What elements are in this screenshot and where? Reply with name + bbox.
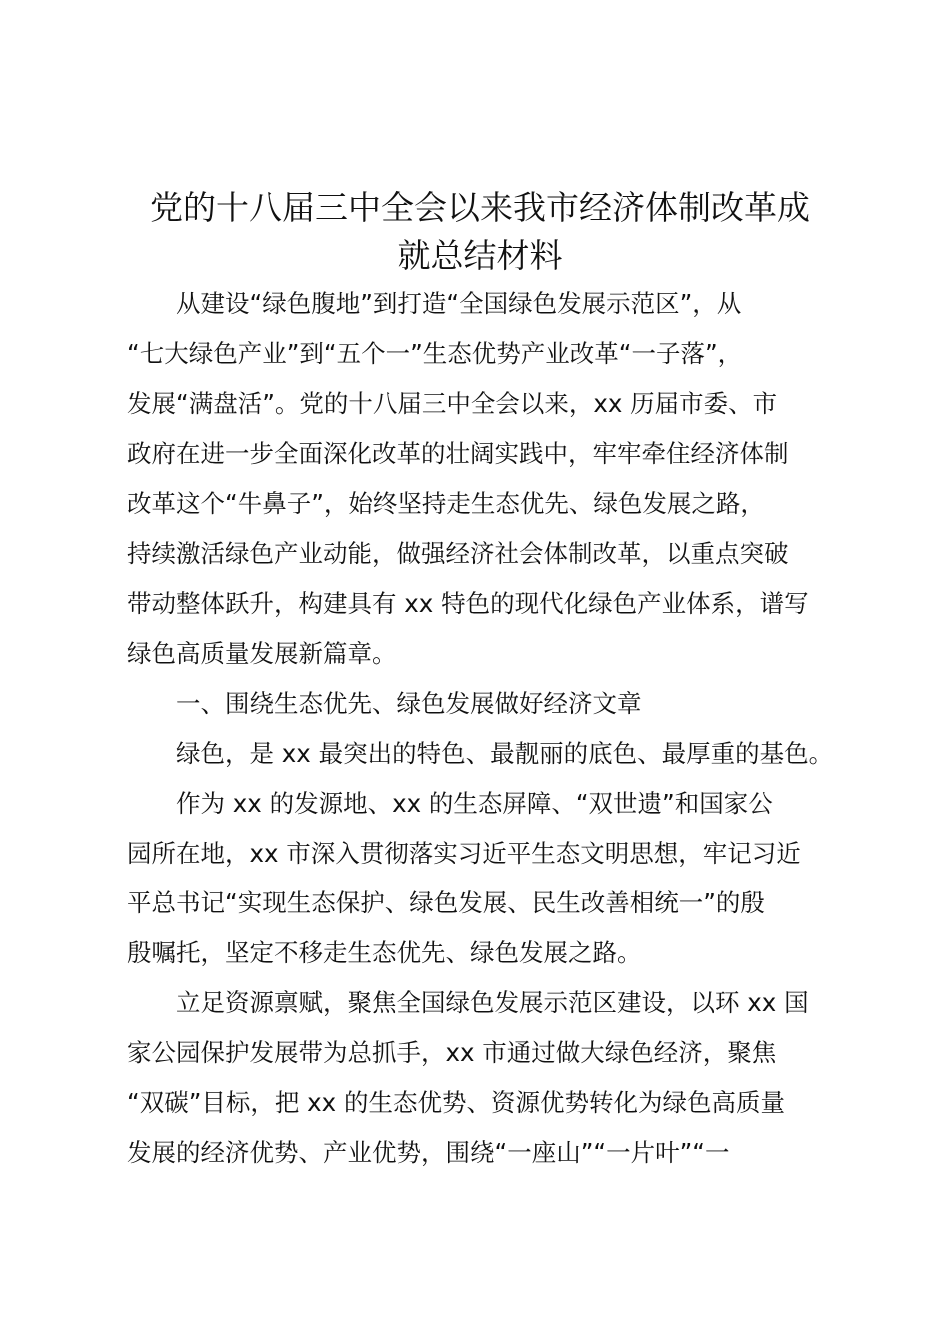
body-line-18: 发展的经济优势、产业优势，围绕“一座山”“一片叶”“一 bbox=[127, 1138, 730, 1167]
document-title-line-1: 党的十八届三中全会以来我市经济体制改革成 bbox=[150, 188, 810, 227]
body-line-5: 改革这个“牛鼻子”，始终坚持走生态优先、绿色发展之路， bbox=[127, 489, 765, 518]
body-line-3: 发展“满盘活”。党的十八届三中全会以来，xx 历届市委、市 bbox=[127, 389, 778, 418]
body-line-6: 持续激活绿色产业动能，做强经济社会体制改革，以重点突破 bbox=[127, 539, 789, 568]
body-line-13: 平总书记“实现生态保护、绿色发展、民生改善相统一”的殷 bbox=[127, 888, 765, 917]
body-line-11: 作为 xx 的发源地、xx 的生态屏障、“双世遗”和国家公 bbox=[127, 789, 773, 818]
body-line-2: “七大绿色产业”到“五个一”生态优势产业改革“一子落”， bbox=[127, 339, 743, 368]
body-line-17: “双碳”目标，把 xx 的生态优势、资源优势转化为绿色高质量 bbox=[127, 1088, 785, 1117]
body-line-14: 殷嘱托，坚定不移走生态优先、绿色发展之路。 bbox=[127, 938, 642, 967]
body-line-7: 带动整体跃升，构建具有 xx 特色的现代化绿色产业体系，谱写 bbox=[127, 589, 809, 618]
body-line-10: 绿色，是 xx 最突出的特色、最靓丽的底色、最厚重的基色。 bbox=[127, 739, 834, 768]
body-line-16: 家公园保护发展带为总抓手，xx 市通过做大绿色经济，聚焦 bbox=[127, 1038, 777, 1067]
body-line-8: 绿色高质量发展新篇章。 bbox=[127, 639, 397, 668]
body-line-12: 园所在地，xx 市深入贯彻落实习近平生态文明思想，牢记习近 bbox=[127, 839, 801, 868]
section-heading-1: 一、围绕生态优先、绿色发展做好经济文章 bbox=[127, 689, 642, 718]
body-line-15: 立足资源禀赋，聚焦全国绿色发展示范区建设，以环 xx 国 bbox=[127, 988, 809, 1017]
body-line-4: 政府在进一步全面深化改革的壮阔实践中，牢牢牵住经济体制 bbox=[127, 439, 789, 468]
document-title-line-2: 就总结材料 bbox=[397, 236, 563, 275]
body-line-1: 从建设“绿色腹地”到打造“全国绿色发展示范区”，从 bbox=[127, 289, 742, 318]
